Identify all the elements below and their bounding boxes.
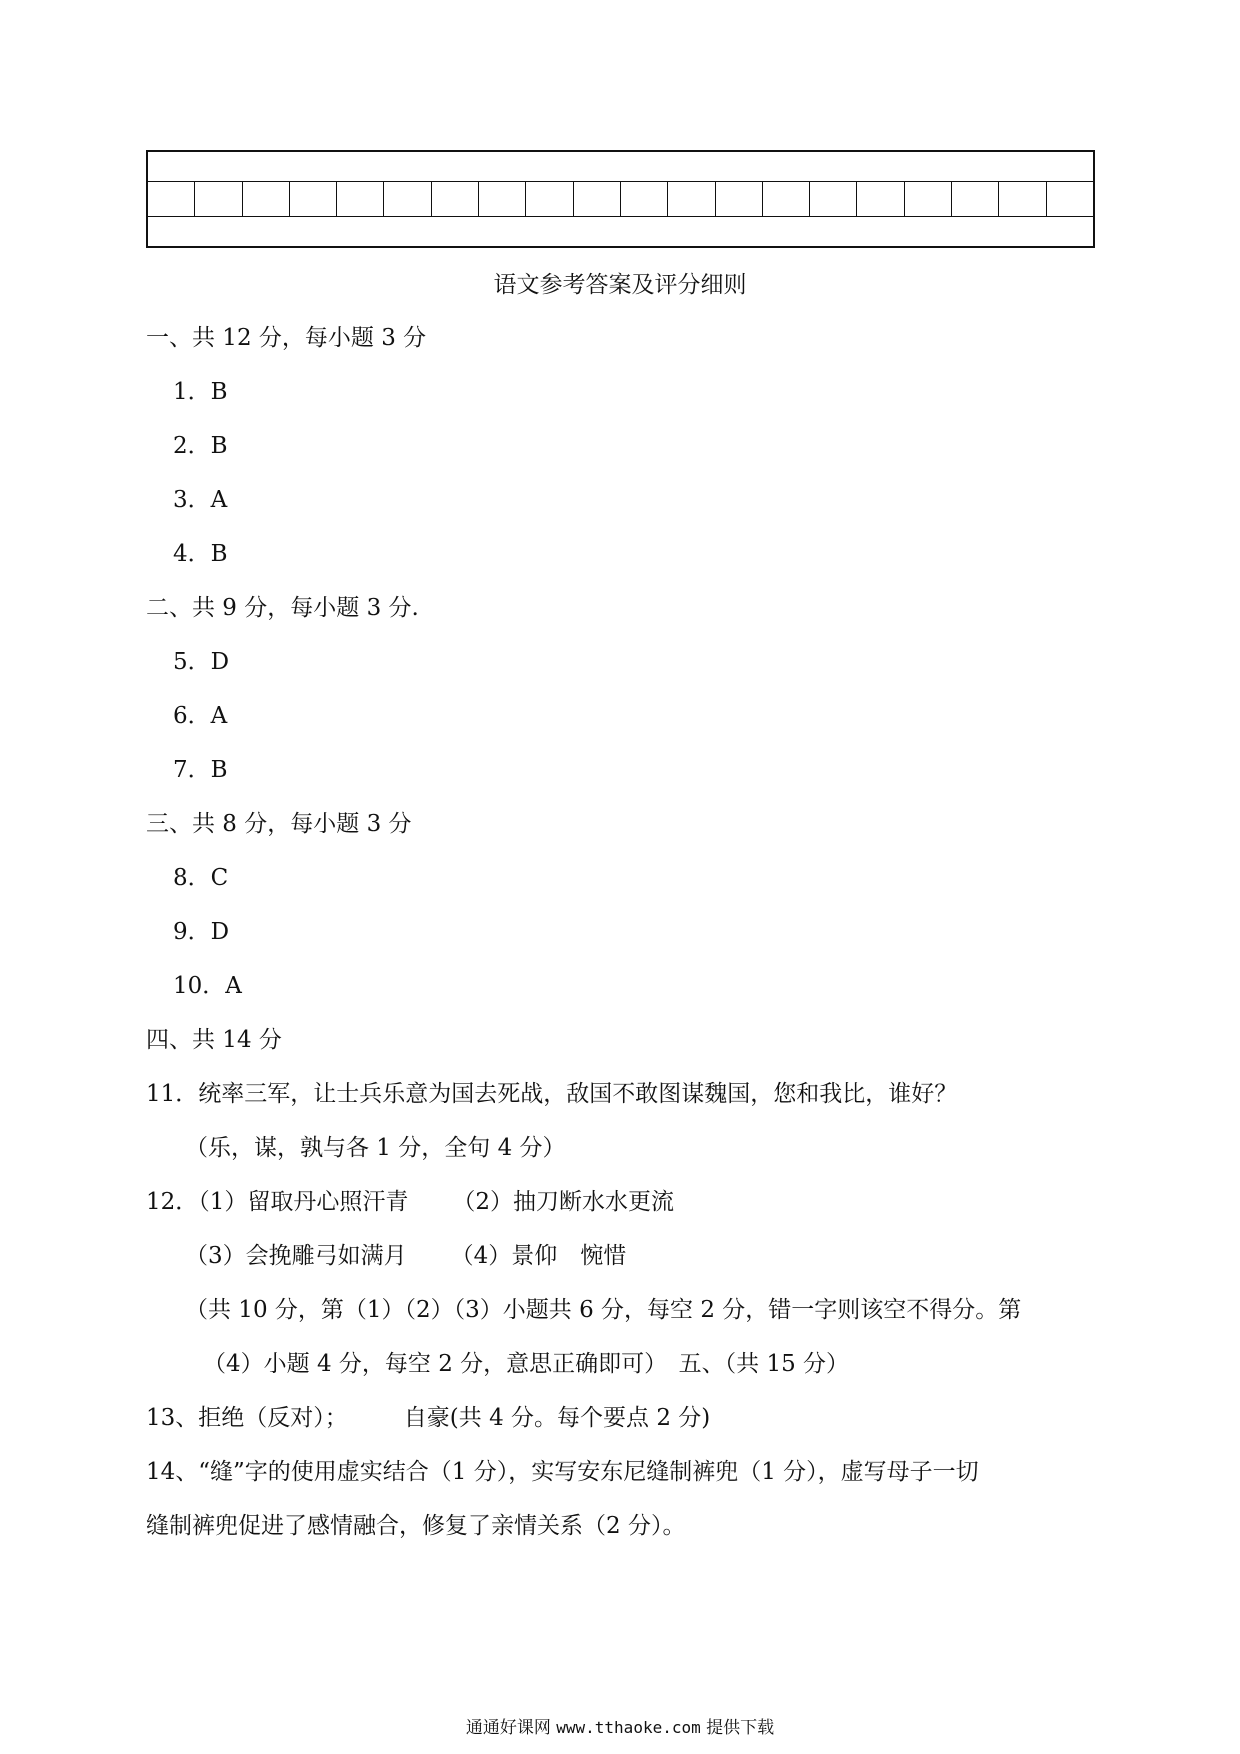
q12-note-2: （4）小题 4 分，每空 2 分，意思正确即可） 五、（共 15 分） [203,1351,850,1377]
section-heading: 三、共 8 分，每小题 3 分 [146,811,412,837]
grid-cell [337,182,384,216]
q12-row-1 [146,1187,674,1217]
answer-item: 4．B [173,541,228,567]
section-heading: 四、共 14 分 [146,1027,282,1053]
q11-note: （乐，谋，孰与各 1 分，全句 4 分） [185,1135,566,1161]
q12-number: 12． [146,1189,199,1215]
answer-grid [146,150,1095,248]
q12-note-1: （共 10 分，第（1）（2）（3）小题共 6 分，每空 2 分，错一字则该空不得分。第 [185,1297,1022,1323]
grid-cell [526,182,573,216]
q14-line-1: 14、“缝”字的使用虚实结合（1 分），实写安东尼缝制裤兜（1 分），虚写母子一切 [146,1459,979,1485]
page-title: 语文参考答案及评分细则 [493,272,747,298]
footer-site: 通通好课网 [465,1718,551,1738]
grid-cell [290,182,337,216]
section-heading: 二、共 9 分，每小题 3 分. [146,595,419,621]
footer-suffix: 提供下载 [706,1718,775,1738]
answer-item: 1．B [173,379,228,405]
answer-grid-cells [148,182,1093,217]
answer-item: 2．B [173,433,228,459]
q12-answer-3: （3）会挽雕弓如满月 [185,1243,407,1269]
footer-url[interactable]: www.tthaoke.com [556,1718,701,1737]
grid-cell [952,182,999,216]
section-heading: 一、共 12 分，每小题 3 分 [146,325,427,351]
q12-row-2 [185,1241,626,1271]
q11-answer: 11．统率三军，让士兵乐意为国去死战，敌国不敢图谋魏国，您和我比，谁好？ [146,1081,958,1107]
q13-answer-a: 13、拒绝（反对）； [146,1405,348,1431]
q12-answer-4: （4）景仰 惋惜 [450,1243,627,1269]
grid-cell [905,182,952,216]
grid-cell [999,182,1046,216]
grid-cell [763,182,810,216]
answer-item: 9．D [173,919,230,945]
answer-item: 6．A [173,703,228,729]
grid-cell [810,182,857,216]
q14-line-2: 缝制裤兜促进了感情融合，修复了亲情关系（2 分）。 [146,1513,686,1539]
grid-cell [621,182,668,216]
q13-row [146,1403,710,1433]
answer-item: 7．B [173,757,228,783]
grid-cell [432,182,479,216]
answer-grid-bottom-row [148,217,1093,246]
grid-cell [195,182,242,216]
answer-item: 3．A [173,487,228,513]
grid-cell [148,182,195,216]
grid-cell [716,182,763,216]
grid-cell [574,182,621,216]
page-footer [0,1716,1240,1740]
answer-item: 8．C [173,865,229,891]
grid-cell [479,182,526,216]
grid-cell [384,182,431,216]
answer-grid-top-row [148,152,1093,182]
answer-item: 10．A [173,973,242,999]
q13-answer-b: 自豪(共 4 分。每个要点 2 分) [403,1405,711,1431]
grid-cell [668,182,715,216]
q12-answer-2: （2）抽刀断水水更流 [452,1189,675,1215]
grid-cell [1047,182,1093,216]
q12-answer-1: （1）留取丹心照汗青 [198,1189,409,1215]
grid-cell [243,182,290,216]
grid-cell [857,182,904,216]
answer-item: 5．D [173,649,230,675]
